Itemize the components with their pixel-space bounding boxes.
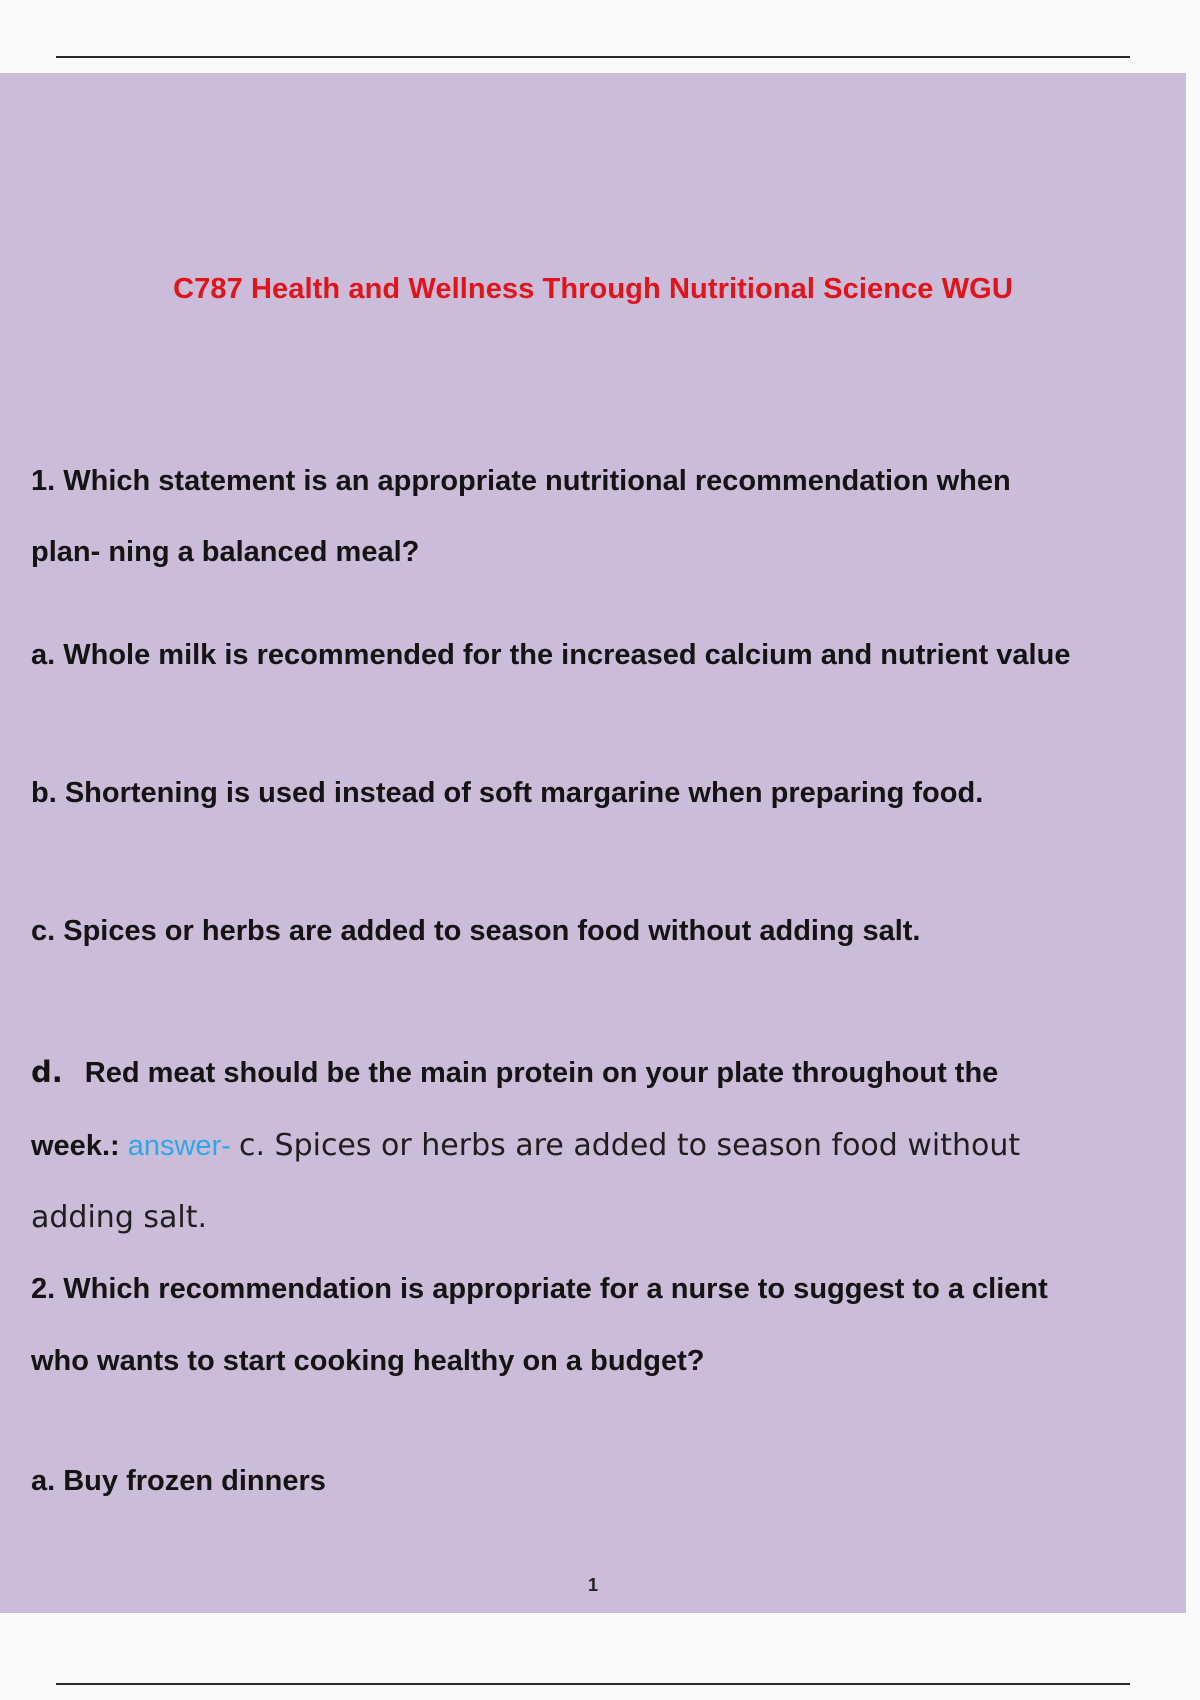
top-rule xyxy=(56,56,1130,58)
option-d-text: Red meat should be the main protein on your plate throughout the xyxy=(84,1057,999,1089)
answer-text: c. Spices or herbs are added to season food without xyxy=(238,1128,1021,1163)
question-1-stem-line-1: 1. Which statement is an appropriate nutritional recommendation when xyxy=(31,465,1011,497)
question-1-option-a: a. Whole milk is recommended for the increased calcium and nutrient value xyxy=(31,639,1071,671)
option-d-continuation: week.: xyxy=(31,1130,120,1162)
question-1-option-c: c. Spices or herbs are added to season food without adding salt. xyxy=(31,915,921,947)
page-number: 1 xyxy=(587,1575,598,1595)
bottom-rule xyxy=(56,1683,1130,1685)
option-d-letter: d. xyxy=(31,1055,63,1089)
question-1-option-d xyxy=(31,1055,998,1090)
question-2-stem-line-1: 2. Which recommendation is appropriate for a nurse to suggest to a client xyxy=(31,1273,1048,1305)
question-1-answer-line xyxy=(31,1128,1020,1163)
question-2-stem-line-2: who wants to start cooking healthy on a budget? xyxy=(31,1345,705,1377)
document-title: C787 Health and Wellness Through Nutritional Science WGU xyxy=(173,273,1013,305)
question-2-option-a: a. Buy frozen dinners xyxy=(31,1465,326,1497)
answer-label: answer- xyxy=(127,1130,231,1162)
question-1-option-b: b. Shortening is used instead of soft margarine when preparing food. xyxy=(31,777,984,809)
answer-text-continuation: adding salt. xyxy=(31,1200,208,1235)
question-1-stem-line-2: plan- ning a balanced meal? xyxy=(31,536,420,568)
content-panel xyxy=(0,73,1186,1613)
